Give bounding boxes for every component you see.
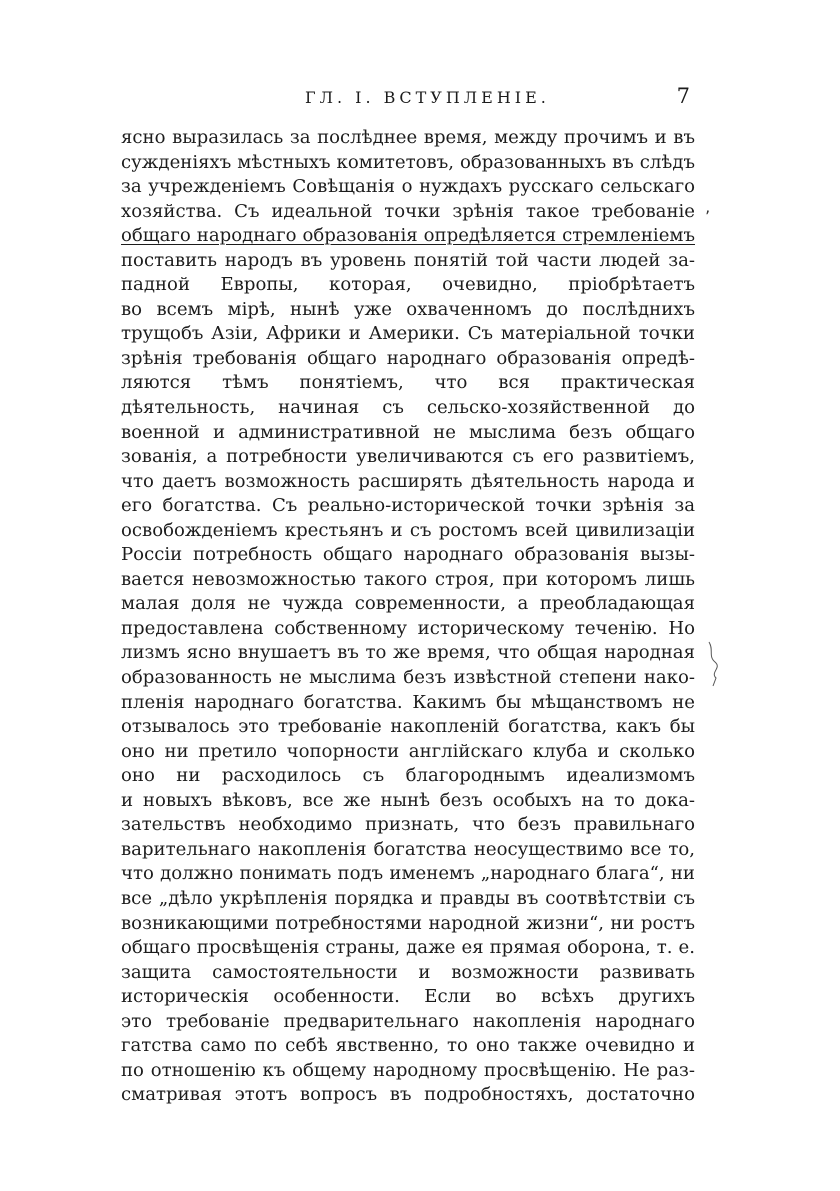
margin-pencil-mark xyxy=(706,640,720,688)
text-line: ясно выразилась за послѣднее время, между прочимъ и въ xyxy=(121,127,695,148)
text-line: зованія, а потребности увеличиваются съ его развитіемъ, xyxy=(121,446,695,468)
text-line: защита самостоятельности и возможности развивать xyxy=(121,961,695,983)
text-line: варительнаго накопленія богатства неосуществимо все то, xyxy=(121,838,695,860)
text-line: Россіи потребность общаго народнаго образованія вызы- xyxy=(121,544,695,566)
text-line: дѣятельность, начиная съ сельско-хозяйственной до xyxy=(121,397,695,419)
page-number: 7 xyxy=(676,84,690,108)
text-line: сматривая этотъ вопросъ въ подробностяхъ, достаточно xyxy=(121,1084,695,1106)
text-line: пленія народнаго богатства. Какимъ бы мѣщанствомъ не xyxy=(121,691,695,713)
text-line: военной и административной не мыслима безъ общаго xyxy=(121,421,695,443)
text-line: зательствъ необходимо признать, что безъ правильнаго xyxy=(121,814,695,836)
text-line: освобожденіемъ крестьянъ и съ ростомъ всей цивилизаціи xyxy=(121,519,695,541)
text-line: отзывалось это требованіе накопленій богатства, какъ бы xyxy=(121,716,695,738)
page-header xyxy=(120,84,700,114)
text-line: лизмъ ясно внушаетъ въ то же время, что общая народная xyxy=(121,642,695,664)
text-line: поставить народъ въ уровень понятій той части людей за- xyxy=(121,249,695,271)
margin-tick-mark: ’ xyxy=(705,207,711,226)
text-line: хозяйства. Съ идеальной точки зрѣнія такое требованіе xyxy=(121,200,695,222)
text-line: сужденіяхъ мѣстныхъ комитетовъ, образованныхъ въ слѣдъ xyxy=(121,151,695,173)
text-line: во всемъ мірѣ, нынѣ уже охваченномъ до послѣднихъ xyxy=(121,298,695,320)
text-line: что даетъ возможность расширять дѣятельность народа и xyxy=(121,470,695,492)
text-line: и новыхъ вѣковъ, все же нынѣ безъ особыхъ на то дока- xyxy=(121,789,695,811)
text-line: за учрежденіемъ Совѣщанія о нуждахъ русскаго сельскаго xyxy=(121,176,695,198)
text-line: вается невозможностью такого строя, при которомъ лишь xyxy=(121,568,695,590)
text-line: историческія особенности. Если во всѣхъ другихъ xyxy=(121,986,695,1008)
text-line: его богатства. Съ реально-исторической точки зрѣнія за xyxy=(121,495,695,517)
text-line: это требованіе предварительнаго накопленія народнаго xyxy=(121,1010,695,1032)
text-line: гатства само по себѣ явственно, то оно также очевидно и xyxy=(121,1035,695,1057)
text-line: по отношенію къ общему народному просвѣщенію. Не раз- xyxy=(121,1059,695,1081)
text-line: падной Европы, которая, очевидно, пріобрѣтаетъ xyxy=(121,274,695,296)
text-line: образованность не мыслима безъ извѣстной степени нако- xyxy=(121,667,695,689)
text-line: возникающими потребностями народной жизни“, ни ростъ xyxy=(121,912,695,934)
text-line-underlined: общаго народнаго образованія опредѣляется стремленіемъ xyxy=(121,225,695,247)
text-line: ляются тѣмъ понятіемъ, что вся практическая xyxy=(121,372,695,394)
text-line: малая доля не чужда современности, а преобладающая xyxy=(121,593,695,615)
text-line: оно ни расходилось съ благороднымъ идеализмомъ xyxy=(121,765,695,787)
text-line: предоставлена собственному историческому теченію. Но xyxy=(121,617,695,639)
text-line: что должно понимать подъ именемъ „народнаго блага“, ни xyxy=(121,863,695,885)
text-line: трущобъ Азіи, Африки и Америки. Съ матеріальной точки xyxy=(121,323,695,345)
text-line: зрѣнія требованія общаго народнаго образованія опредѣ- xyxy=(121,347,695,369)
text-line: оно ни претило чопорности англійскаго клуба и сколько xyxy=(121,740,695,762)
running-head: ГЛ. I. ВСТУПЛЕНІЕ. xyxy=(305,88,550,107)
text-line: общаго просвѣщенія страны, даже ея прямая оборона, т. е. xyxy=(121,937,695,959)
body-text xyxy=(121,126,695,1108)
text-line: все „дѣло укрѣпленія порядка и правды въ соотвѣтствіи съ xyxy=(121,887,695,909)
